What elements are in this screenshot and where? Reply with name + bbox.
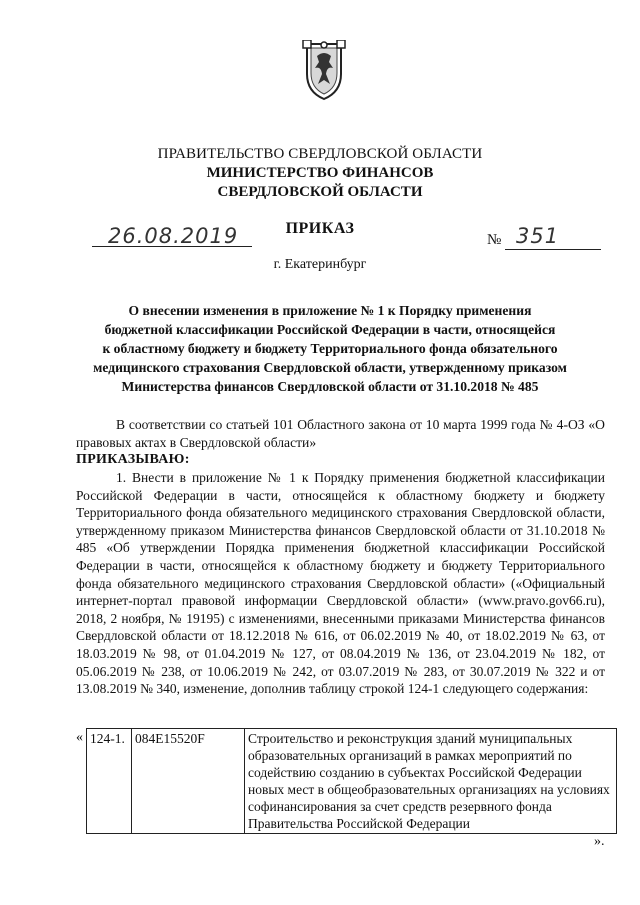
city: г. Екатеринбург: [273, 257, 367, 272]
preamble-paragraph: [76, 416, 605, 451]
subject-line-4: медицинского страхования Свердловской области, утвержденному приказом: [93, 360, 567, 375]
number-label: №: [487, 232, 502, 248]
handwritten-number: 351: [516, 224, 560, 248]
order-word: ПРИКАЗЫВАЮ:: [76, 452, 190, 467]
number-underline: [505, 249, 601, 250]
row-number-cell: 124-1.: [87, 729, 132, 834]
coat-of-arms-emblem: [299, 40, 349, 102]
document-type: ПРИКАЗ: [285, 220, 355, 237]
government-name: ПРАВИТЕЛЬСТВО СВЕРДЛОВСКОЙ ОБЛАСТИ: [157, 146, 483, 162]
ministry-name-line2: СВЕРДЛОВСКОЙ ОБЛАСТИ: [217, 184, 423, 200]
preamble-text: В соответствии со статьей 101 Областного закона от 10 марта 1999 года № 4-ОЗ «О правовых актах в Свердловской области»: [76, 417, 605, 450]
order-item-1: 1. Внести в приложение № 1 к Порядку применения бюджетной классификации Российской Федерации в части, относящейся к областному бюджету и бюджету Территориального фонда обязательного медицинского страхования Свердловской области, утвержденному приказом Министерства финансов Свердловской области от 31.10.2018 № 485 «Об утверждении Порядка применения бюджетной классификации Российской Федерации в части, относящейся к областному бюджету и бюджету Территориального фонда обязательного медицинского страхования Свердловской области» («Официальный интернет-портал правовой информации Свердловской области» (www.pravo.gov66.ru), 2018, 2 ноября, № 19195) с изменениями, внесенными приказами Министерства финансов Свердловской области от 18.12.2018 № 616, от 06.02.2019 № 40, от 18.02.2019 № 63, от 18.03.2019 № 98, от 01.04.2019 № 127, от 08.04.2019 № 136, от 23.04.2019 № 182, от 05.06.2019 № 238, от 10.06.2019 № 242, от 03.07.2019 № 283, от 30.07.2019 № 322 и от 13.08.2019 № 340, изменение, дополнив таблицу строкой 124-1 следующего содержания:: [76, 470, 605, 697]
table-row: [87, 729, 617, 834]
subject-line-2: бюджетной классификации Российской Федерации в части, относящейся: [104, 322, 556, 337]
subject-line-5: Министерства финансов Свердловской области от 31.10.2018 № 485: [121, 379, 539, 394]
code-cell: 084E15520F: [132, 729, 245, 834]
subject-heading: [60, 301, 600, 396]
subject-line-1: О внесении изменения в приложение № 1 к Порядку применения: [128, 303, 532, 318]
handwritten-date: 26.08.2019: [108, 224, 239, 248]
subject-line-3: к областному бюджету и бюджету Территориального фонда обязательного: [102, 341, 558, 356]
insertion-table: [86, 728, 617, 834]
description-cell: Строительство и реконструкция зданий муниципальных образовательных организаций в рамках мероприятий по содействию созданию в субъектах Российской Федерации новых мест в общеобразовательных организациях на условиях софинансирования за счет средств резервного фонда Правительства Российской Федерации: [245, 729, 617, 834]
ministry-name-line1: МИНИСТЕРСТВО ФИНАНСОВ: [206, 165, 434, 181]
opening-quote: «: [76, 730, 83, 745]
closing-quote: ».: [594, 834, 605, 849]
